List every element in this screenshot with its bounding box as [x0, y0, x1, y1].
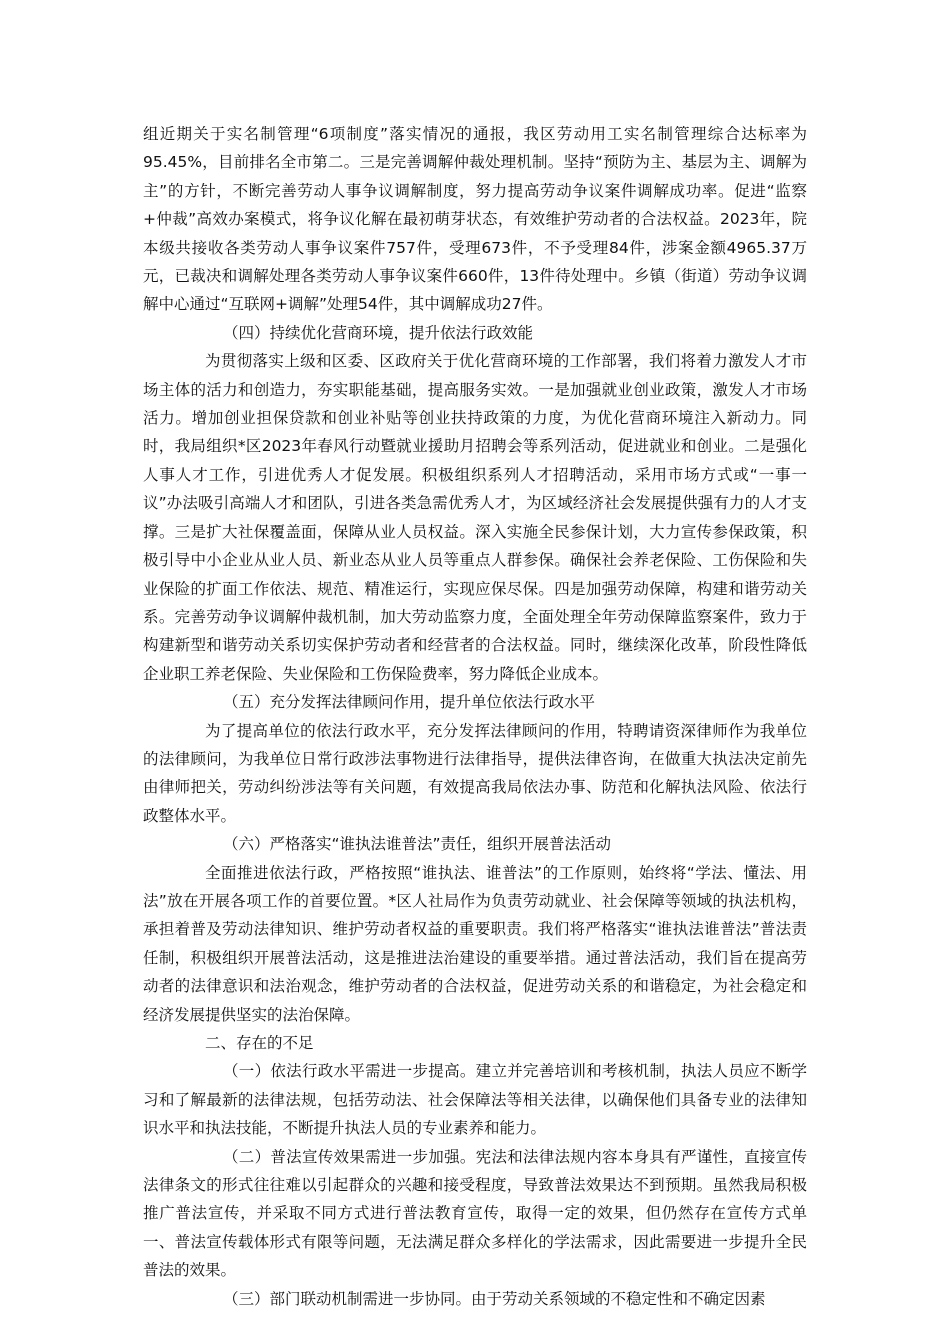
paragraph-2: 为贯彻落实上级和区委、区政府关于优化营商环境的工作部署，我们将着力激发人才市场主体的活力和创造力，夯实职能基础，提高服务实效。一是加强就业创业政策，激发人才市场活力。增加创业担保贷款和创业补贴等创业扶持政策的力度，为优化营商环境注入新动力。同时，我局组织*区2023年春风行动暨就业援助月招聘会等系列活动，促进就业和创业。二是强化人事人才工作，引进优秀人才促发展。积极组织系列人才招聘活动，采用市场方式或“一事一议”办法吸引高端人才和团队，引进各类急需优秀人才，为区域经济社会发展提供强有力的人才支撑。三是扩大社保覆盖面，保障从业人员权益。深入实施全民参保计划，大力宣传参保政策，积极引导中小企业从业人员、新业态从业人员等重点人群参保。确保社会养老保险、工伤保险和失业保险的扩面工作依法、规范、精准运行，实现应保尽保。四是加强劳动保障，构建和谐劳动关系。完善劳动争议调解仲裁机制，加大劳动监察力度，全面处理全年劳动保障监察案件，致力于构建新型和谐劳动关系切实保护劳动者和经营者的合法权益。同时，继续深化改革，阶段性降低企业职工养老保险、失业保险和工伤保险费率，努力降低企业成本。	[143, 352, 807, 683]
document-body	[143, 120, 807, 1313]
paragraph-shortcoming-3: （三）部门联动机制需进一步协同。由于劳动关系领域的不稳定性和不确定因素	[223, 1289, 766, 1308]
section-heading-5: （五）充分发挥法律顾问作用，提升单位依法行政水平	[223, 693, 596, 712]
paragraph-4: 全面推进依法行政，严格按照“谁执法、谁普法”的工作原则，始终将“学法、懂法、用法”放在开展各项工作的首要位置。*区人社局作为负责劳动就业、社会保障等领域的执法机构，承担着普及劳动法律知识、维护劳动者权益的重要职责。我们将严格落实“谁执法谁普法”普法责任制，积极组织开展普法活动，这是推进法治建设的重要举措。通过普法活动，我们旨在提高劳动者的法律意识和法治观念，维护劳动者的合法权益，促进劳动关系的和谐稳定，为社会稳定和经济发展提供坚实的法治保障。	[143, 863, 807, 1024]
paragraph-shortcoming-1: （一）依法行政水平需进一步提高。建立并完善培训和考核机制，执法人员应不断学习和了解最新的法律法规，包括劳动法、社会保障法等相关法律，以确保他们具备专业的法律知识水平和执法技能，不断提升执法人员的专业素养和能力。	[143, 1062, 807, 1138]
paragraph-3: 为了提高单位的依法行政水平，充分发挥法律顾问的作用，特聘请资深律师作为我单位的法律顾问，为我单位日常行政涉法事物进行法律指导，提供法律咨询，在做重大执法决定前先由律师把关，劳动纠纷涉法等有关问题，有效提高我局依法办事、防范和化解执法风险、依法行政整体水平。	[143, 721, 807, 825]
chapter-heading-2: 二、存在的不足	[205, 1034, 314, 1052]
paragraph-1: 组近期关于实名制管理“6项制度”落实情况的通报，我区劳动用工实名制管理综合达标率为95.45%，目前排名全市第二。三是完善调解仲裁处理机制。坚持“预防为主、基层为主、调解为主”的方针，不断完善劳动人事争议调解制度，努力提高劳动争议案件调解成功率。促进“监察+仲裁”高效办案模式，将争议化解在最初萌芽状态，有效维护劳动者的合法权益。2023年，院本级共接收各类劳动人事争议案件757件，受理673件，不予受理84件，涉案金额4965.37万元，已裁决和调解处理各类劳动人事争议案件660件，13件待处理中。乡镇（街道）劳动争议调解中心通过“互联网+调解”处理54件，其中调解成功27件。	[143, 125, 807, 314]
paragraph-shortcoming-2: （二）普法宣传效果需进一步加强。宪法和法律法规内容本身具有严谨性，直接宣传法律条文的形式往往难以引起群众的兴趣和接受程度，导致普法效果达不到预期。虽然我局积极推广普法宣传，并采取不同方式进行普法教育宣传，取得一定的效果，但仍然存在宣传方式单一、普法宣传载体形式有限等问题，无法满足群众多样化的学法需求，因此需要进一步提升全民普法的效果。	[143, 1147, 807, 1280]
section-heading-4: （四）持续优化营商环境，提升依法行政效能	[223, 323, 534, 342]
section-heading-6: （六）严格落实“谁执法谁普法”责任，组织开展普法活动	[223, 835, 612, 854]
